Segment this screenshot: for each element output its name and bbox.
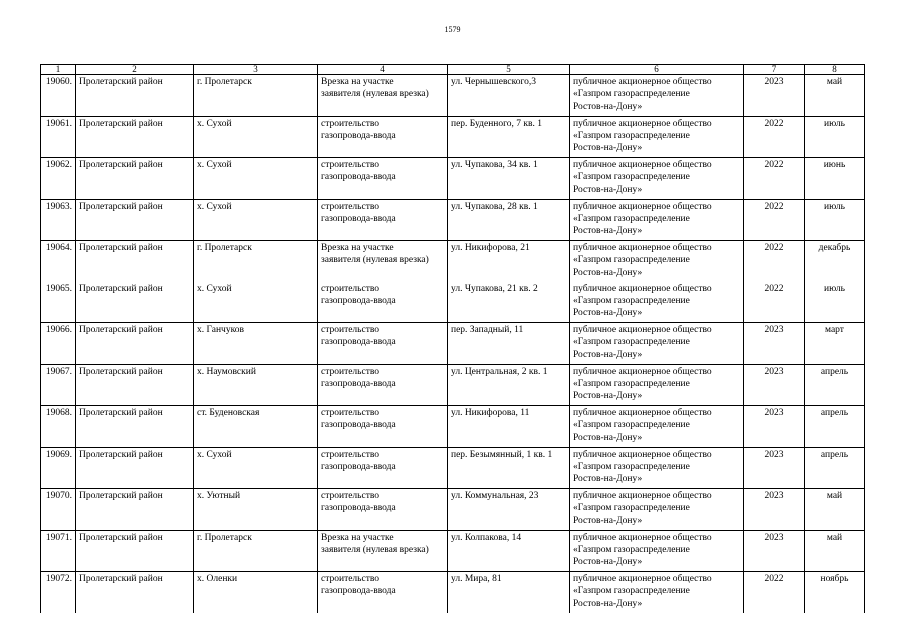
page-number: 1579 [444,25,461,34]
cell-text: июль [823,201,846,212]
cell-text: строительство [321,118,380,129]
month-cell [805,406,865,448]
cell-text: ул. Чернышевского,3 [451,77,537,87]
cell-text: 19064. [45,243,72,253]
cell-text: 2022 [764,118,784,129]
address-cell [448,282,570,323]
cell-text: публичное акционерное общество [573,366,712,377]
year-cell [744,323,805,365]
row-number-cell [41,572,76,613]
row-number-cell [41,323,76,365]
cell-text: Пролетарский район [79,408,163,418]
settlement-cell [194,447,318,489]
cell-text: 2023 [764,77,784,87]
column-number-row [41,65,865,75]
cell-text: 2022 [764,243,784,253]
cell-text: строительство [321,283,380,294]
cell-text: Пролетарский район [79,77,163,87]
table-row [41,199,865,241]
row-number-cell [41,530,76,572]
cell-text: публичное акционерное общество [573,532,712,543]
row-number-cell [41,282,76,323]
address-cell [448,530,570,572]
cell-text: публичное акционерное общество [573,408,712,418]
cell-text: пер. Безымянный, 1 кв. 1 [451,449,553,460]
cell-text: 2023 [764,532,784,543]
cell-text: «Газпром газораспределение [573,130,690,141]
cell-text: Пролетарский район [79,283,163,294]
table-row [41,572,865,613]
row-number-cell [41,158,76,200]
cell-text: строительство [321,449,380,460]
month-cell [805,199,865,241]
cell-text: ул. Коммунальная, 23 [451,491,539,501]
month-cell [805,572,865,613]
cell-text: июль [823,118,846,129]
year-cell [744,241,805,282]
cell-text: 2023 [764,491,784,501]
address-cell [448,158,570,200]
district-cell [76,447,194,489]
district-cell [76,75,194,117]
cell-text: «Газпром газораспределение [573,420,690,431]
district-cell [76,199,194,241]
cell-text: строительство [321,160,380,170]
cell-text: ул. Чупакова, 28 кв. 1 [451,201,538,212]
column-header: 8 [805,65,865,75]
cell-text: Ростов-на-Дону» [573,226,643,237]
cell-text: строительство [321,366,380,377]
table-row [41,489,865,531]
cell-text: публичное акционерное общество [573,160,712,170]
cell-text: публичное акционерное общество [573,77,712,87]
work-type-cell [318,116,448,158]
work-type-cell [318,158,448,200]
year-cell [744,75,805,117]
work-type-cell [318,323,448,365]
work-type-cell [318,530,448,572]
cell-text: 19068. [45,408,72,418]
table-row [41,323,865,365]
settlement-cell [194,572,318,613]
district-cell [76,116,194,158]
address-cell [448,323,570,365]
table-row [41,158,865,200]
month-cell [805,530,865,572]
row-number-cell [41,241,76,282]
cell-text: «Газпром газораспределение [573,213,690,224]
cell-text: 19063. [45,201,72,212]
column-header: 1 [41,65,76,75]
table-row [41,530,865,572]
cell-text: х. Сухой [197,160,232,170]
table-row [41,241,865,282]
cell-text: строительство [321,325,380,335]
district-cell [76,572,194,613]
row-number-cell [41,447,76,489]
cell-text: газопровода-ввода [321,461,396,472]
cell-text: 19067. [45,366,72,377]
cell-text: ул. Никифорова, 21 [451,243,530,253]
address-cell [448,406,570,448]
cell-text: газопровода-ввода [321,213,396,224]
cell-text: газопровода-ввода [321,172,396,183]
settlement-cell [194,282,318,323]
cell-text: май [826,491,843,501]
cell-text: заявителя (нулевая врезка) [321,89,429,100]
district-cell [76,489,194,531]
month-cell [805,75,865,117]
cell-text: ул. Мира, 81 [451,574,502,584]
cell-text: июль [823,283,846,294]
district-cell [76,530,194,572]
cell-text: апрель [820,408,849,418]
work-type-cell [318,282,448,323]
cell-text: Ростов-на-Дону» [573,557,643,568]
cell-text: х. Сухой [197,283,232,294]
work-type-cell [318,572,448,613]
settlement-cell [194,406,318,448]
cell-text: г. Пролетарск [197,532,252,543]
month-cell [805,489,865,531]
cell-text: ст. Буденовская [197,408,260,418]
cell-text: Ростов-на-Дону» [573,391,643,402]
table-row [41,116,865,158]
year-cell [744,406,805,448]
cell-text: заявителя (нулевая врезка) [321,255,429,266]
cell-text: Ростов-на-Дону» [573,267,643,278]
cell-text: 19072. [45,574,72,584]
organization-cell [570,572,744,613]
settlement-cell [194,75,318,117]
cell-text: ул. Центральная, 2 кв. 1 [451,366,548,377]
work-type-cell [318,75,448,117]
year-cell [744,199,805,241]
district-cell [76,406,194,448]
cell-text: газопровода-ввода [321,420,396,431]
cell-text: «Газпром газораспределение [573,172,690,183]
cell-text: строительство [321,201,380,212]
cell-text: май [826,532,843,543]
cell-text: публичное акционерное общество [573,283,712,294]
cell-text: 19069. [45,449,72,460]
cell-text: Врезка на участке [321,243,394,253]
column-header: 4 [318,65,448,75]
table-row [41,282,865,323]
cell-text: газопровода-ввода [321,503,396,514]
month-cell [805,447,865,489]
cell-text: х. Оленки [197,574,238,584]
cell-text: публичное акционерное общество [573,243,712,253]
cell-text: «Газпром газораспределение [573,586,690,597]
cell-text: «Газпром газораспределение [573,255,690,266]
cell-text: Пролетарский район [79,325,163,335]
organization-cell [570,158,744,200]
organization-cell [570,447,744,489]
cell-text: 2022 [764,201,784,212]
cell-text: Ростов-на-Дону» [573,143,643,154]
table-row [41,364,865,406]
cell-text: Ростов-на-Дону» [573,515,643,526]
cell-text: 2023 [764,408,784,418]
address-cell [448,116,570,158]
cell-text: Пролетарский район [79,449,163,460]
cell-text: Ростов-на-Дону» [573,101,643,112]
work-type-cell [318,489,448,531]
organization-cell [570,530,744,572]
cell-text: х. Ганчуков [197,325,244,335]
district-cell [76,282,194,323]
row-number-cell [41,364,76,406]
work-type-cell [318,241,448,282]
cell-text: 2023 [764,449,784,460]
address-cell [448,364,570,406]
cell-text: ул. Колпакова, 14 [451,532,522,543]
year-cell [744,447,805,489]
cell-text: «Газпром газораспределение [573,461,690,472]
cell-text: апрель [820,366,849,377]
year-cell [744,158,805,200]
district-cell [76,323,194,365]
organization-cell [570,364,744,406]
cell-text: май [826,77,843,87]
year-cell [744,116,805,158]
column-header: 3 [194,65,318,75]
cell-text: ул. Чупакова, 21 кв. 2 [451,283,538,294]
year-cell [744,364,805,406]
cell-text: пер. Западный, 11 [451,325,524,335]
work-type-cell [318,447,448,489]
cell-text: «Газпром газораспределение [573,89,690,100]
organization-cell [570,489,744,531]
organization-cell [570,406,744,448]
address-cell [448,447,570,489]
cell-text: «Газпром газораспределение [573,337,690,348]
cell-text: 19061. [45,118,72,129]
cell-text: Ростов-на-Дону» [573,349,643,360]
cell-text: Ростов-на-Дону» [573,184,643,195]
address-cell [448,199,570,241]
year-cell [744,572,805,613]
cell-text: г. Пролетарск [197,77,252,87]
cell-text: ноябрь [820,574,849,584]
cell-text: 19066. [45,325,72,335]
organization-cell [570,199,744,241]
organization-cell [570,323,744,365]
settlement-cell [194,241,318,282]
cell-text: Пролетарский район [79,532,163,543]
cell-text: Пролетарский район [79,574,163,584]
cell-text: 19070. [45,491,72,501]
district-cell [76,158,194,200]
cell-text: заявителя (нулевая врезка) [321,544,429,555]
organization-cell [570,282,744,323]
cell-text: публичное акционерное общество [573,201,712,212]
cell-text: х. Сухой [197,201,232,212]
registry-table [40,64,865,613]
cell-text: публичное акционерное общество [573,325,712,335]
address-cell [448,489,570,531]
cell-text: Врезка на участке [321,532,394,543]
cell-text: пер. Буденного, 7 кв. 1 [451,118,543,129]
month-cell [805,116,865,158]
cell-text: Пролетарский район [79,201,163,212]
cell-text: Пролетарский район [79,366,163,377]
settlement-cell [194,489,318,531]
cell-text: х. Сухой [197,449,232,460]
cell-text: «Газпром газораспределение [573,295,690,306]
cell-text: Врезка на участке [321,77,394,87]
district-cell [76,364,194,406]
settlement-cell [194,530,318,572]
month-cell [805,241,865,282]
cell-text: апрель [820,449,849,460]
row-number-cell [41,75,76,117]
year-cell [744,489,805,531]
cell-text: 2022 [764,160,784,170]
cell-text: 19062. [45,160,72,170]
row-number-cell [41,406,76,448]
cell-text: х. Сухой [197,118,232,129]
organization-cell [570,75,744,117]
month-cell [805,323,865,365]
address-cell [448,241,570,282]
cell-text: публичное акционерное общество [573,491,712,501]
cell-text: 2023 [764,325,784,335]
cell-text: Ростов-на-Дону» [573,432,643,443]
table-body [41,75,865,613]
column-header: 2 [76,65,194,75]
address-cell [448,572,570,613]
year-cell [744,282,805,323]
cell-text: 2022 [764,283,784,294]
organization-cell [570,241,744,282]
cell-text: строительство [321,408,380,418]
row-number-cell [41,199,76,241]
cell-text: публичное акционерное общество [573,574,712,584]
cell-text: декабрь [818,243,851,253]
cell-text: строительство [321,574,380,584]
cell-text: Ростов-на-Дону» [573,598,643,609]
settlement-cell [194,199,318,241]
table-row [41,75,865,117]
cell-text: газопровода-ввода [321,337,396,348]
cell-text: 19060. [45,77,72,87]
settlement-cell [194,116,318,158]
month-cell [805,158,865,200]
cell-text: ул. Чупакова, 34 кв. 1 [451,160,538,170]
cell-text: х. Наумовский [197,366,256,377]
year-cell [744,530,805,572]
work-type-cell [318,199,448,241]
settlement-cell [194,158,318,200]
cell-text: газопровода-ввода [321,586,396,597]
cell-text: публичное акционерное общество [573,118,712,129]
organization-cell [570,116,744,158]
work-type-cell [318,364,448,406]
month-cell [805,364,865,406]
cell-text: 19071. [45,532,72,543]
column-header: 7 [744,65,805,75]
cell-text: «Газпром газораспределение [573,544,690,555]
cell-text: 19065. [45,283,72,294]
cell-text: строительство [321,491,380,501]
cell-text: газопровода-ввода [321,295,396,306]
row-number-cell [41,116,76,158]
cell-text: публичное акционерное общество [573,449,712,460]
cell-text: х. Уютный [197,491,241,501]
cell-text: «Газпром газораспределение [573,503,690,514]
cell-text: июнь [823,160,846,170]
cell-text: 2023 [764,366,784,377]
column-header: 6 [570,65,744,75]
month-cell [805,282,865,323]
row-number-cell [41,489,76,531]
cell-text: март [825,325,844,335]
cell-text: г. Пролетарск [197,243,252,253]
cell-text: Пролетарский район [79,118,163,129]
cell-text: 2022 [764,574,784,584]
address-cell [448,75,570,117]
district-cell [76,241,194,282]
cell-text: Пролетарский район [79,491,163,501]
table-row [41,406,865,448]
column-header: 5 [448,65,570,75]
settlement-cell [194,323,318,365]
table-row [41,447,865,489]
cell-text: Пролетарский район [79,160,163,170]
cell-text: газопровода-ввода [321,378,396,389]
cell-text: ул. Никифорова, 11 [451,408,530,418]
work-type-cell [318,406,448,448]
cell-text: Ростов-на-Дону» [573,308,643,319]
settlement-cell [194,364,318,406]
cell-text: Ростов-на-Дону» [573,474,643,485]
cell-text: «Газпром газораспределение [573,378,690,389]
cell-text: Пролетарский район [79,243,163,253]
cell-text: газопровода-ввода [321,130,396,141]
